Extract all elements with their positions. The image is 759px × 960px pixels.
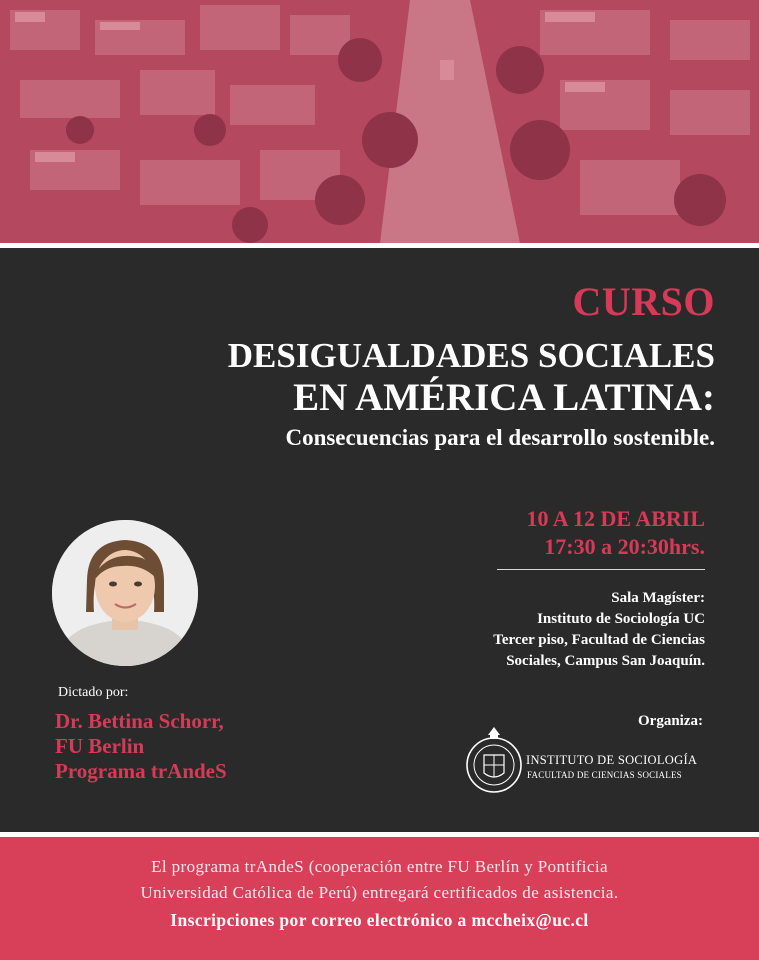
footer-banner [0,837,759,960]
university-seal-icon [464,725,524,799]
speaker-intro: Dictado por: [58,685,129,700]
course-dates: 10 A 12 DE ABRIL [526,506,705,531]
organizer-name: INSTITUTO DE SOCIOLOGÍA [526,753,698,767]
footer-line2: Universidad Católica de Perú) entregará certificados de asistencia. [140,883,619,902]
footer-line1: El programa trAndeS (cooperación entre FU Berlín y Pontificia [151,857,608,876]
aerial-city-photo [0,0,759,243]
speaker-name: Dr. Bettina Schorr, [55,709,224,733]
organizer-faculty: FACULTAD DE CIENCIAS SOCIALES [527,770,682,780]
speaker-affiliation: FU Berlin [55,734,145,758]
speaker-program: Programa trAndeS [55,759,227,783]
speaker-portrait [52,520,198,666]
schedule-block [527,505,706,561]
venue-line1: Sala Magíster: [611,590,705,606]
course-title-line2: EN AMÉRICA LATINA: [293,376,715,419]
top-divider [0,243,759,248]
course-time: 17:30 a 20:30hrs. [544,534,705,559]
course-title-line1: DESIGUALDADES SOCIALES [227,336,715,375]
organizer-label: Organiza: [638,713,703,729]
course-subtitle: Consecuencias para el desarrollo sostenible. [285,425,715,450]
schedule-divider [497,569,705,570]
venue-line2: Instituto de Sociología UC [537,611,705,627]
venue-line3: Tercer piso, Facultad de Ciencias [493,632,705,648]
registration-line[interactable]: Inscripciones por correo electrónico a mccheix@uc.cl [170,910,589,930]
speaker-block [55,709,227,784]
venue-block [493,588,705,672]
course-kicker: CURSO [572,279,715,324]
venue-line4: Sociales, Campus San Joaquín. [506,653,705,669]
